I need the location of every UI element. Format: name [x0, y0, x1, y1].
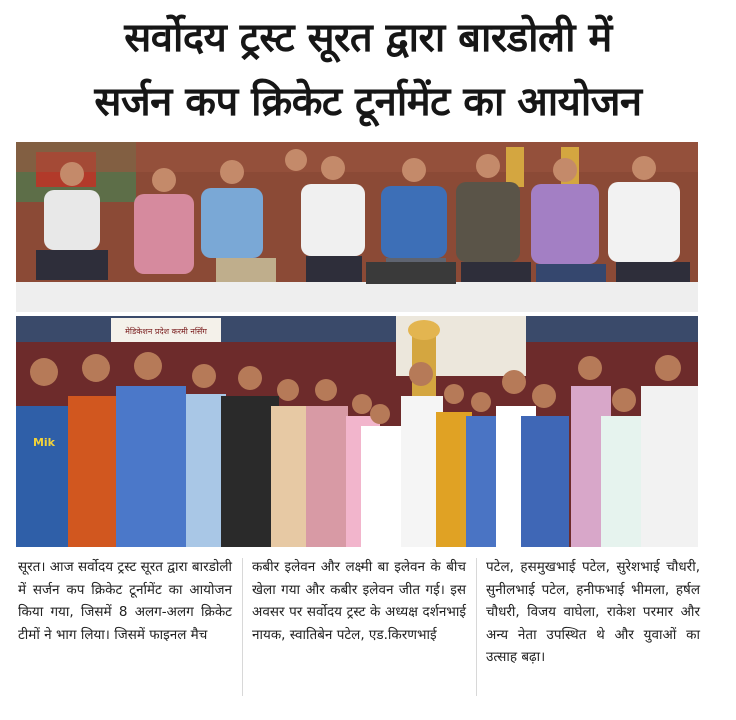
column-divider — [242, 558, 243, 696]
headline-line-2: सर्जन कप क्रिकेट टूर्नामेंट का आयोजन — [94, 79, 642, 125]
article-column-3: पटेल, हसमुखभाई पटेल, सुरेशभाई चौधरी, सुनीलभाई पटेल, हनीफभाई भीमला, हर्षल चौधरी, विजय वाघेला, राकेश परमार और अन्य नेता उपस्थित थे और युवाओं का उत्साह बढ़ा। — [486, 559, 700, 666]
background-banner-text: मेडिकेशन प्रदेश करमी नर्सिंग — [125, 327, 207, 336]
photo-team-illustration — [16, 316, 698, 547]
article-column-1: सूरत। आज सर्वोदय ट्रस्ट सूरत द्वारा बारडोली में सर्जन कप क्रिकेट टूर्नामेंट का आयोजन किया गया, जिसमें 8 अलग-अलग क्रिकेट टीमों ने भाग लिया। जिसमें फाइनल मैच — [18, 559, 232, 643]
headline-line-1: सर्वोदय ट्रस्ट सूरत द्वारा बारडोली में — [124, 15, 612, 61]
article-column-2: कबीर इलेवन और लक्ष्मी बा इलेवन के बीच खेला गया और कबीर इलेवन जीत गई। इस अवसर पर सर्वोदय ट्रस्ट के अध्यक्ष दर्शनभाई नायक, स्वातिबेन पटेल, एड.किरणभाई — [252, 559, 466, 643]
jersey-text: Mik — [32, 436, 56, 449]
article-body — [16, 556, 700, 706]
column-divider — [476, 558, 477, 696]
photo-dignitaries-illustration — [16, 142, 698, 312]
photo-dignitaries — [16, 142, 698, 312]
photo-team-trophy — [16, 316, 698, 547]
